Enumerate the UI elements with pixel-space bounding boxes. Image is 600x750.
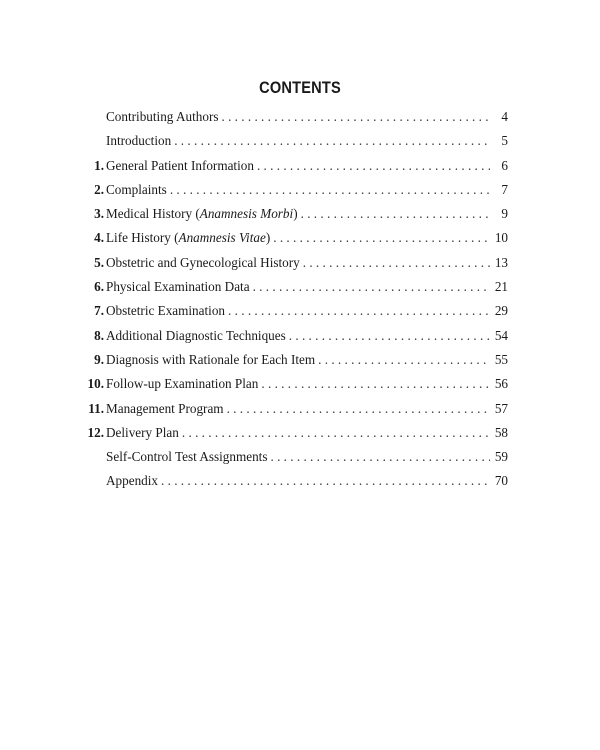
toc-entry[interactable] (80, 398, 508, 422)
entry-number: 4. (94, 230, 104, 246)
entry-title: Follow-up Examination Plan (106, 376, 259, 392)
dot-leader (174, 130, 490, 152)
entry-page: 21 (494, 279, 508, 295)
entry-title: Introduction (106, 133, 172, 149)
entry-page: 29 (494, 303, 508, 319)
entry-title: Obstetric and Gynecological History (106, 254, 300, 270)
entry-title: Medical History (Anamnesis Morbi) (106, 206, 298, 222)
toc-entry[interactable] (80, 276, 508, 300)
entry-page: 6 (501, 157, 508, 173)
entry-title: Diagnosis with Rationale for Each Item (106, 351, 316, 367)
dot-leader (182, 422, 490, 444)
entry-title: Additional Diagnostic Techniques (106, 327, 286, 343)
toc-entry[interactable] (80, 179, 508, 203)
dot-leader (253, 276, 490, 298)
toc-entry[interactable] (80, 373, 508, 397)
toc-entry[interactable] (80, 422, 508, 446)
entry-number: 8. (94, 327, 104, 343)
entry-title: Obstetric Examination (106, 303, 226, 319)
entry-page: 5 (501, 133, 508, 149)
toc-entry[interactable] (80, 106, 508, 130)
dot-leader (161, 470, 490, 492)
dot-leader (301, 203, 490, 225)
toc-entry[interactable] (80, 155, 508, 179)
toc-entry[interactable] (80, 325, 508, 349)
toc-entry[interactable] (80, 470, 508, 494)
dot-leader (227, 398, 490, 420)
entry-page: 58 (494, 424, 508, 440)
entry-number: 1. (94, 157, 104, 173)
entry-number: 2. (94, 181, 104, 197)
table-of-contents (80, 106, 508, 495)
entry-title: Physical Examination Data (106, 279, 250, 295)
dot-leader (303, 252, 490, 274)
entry-page: 7 (501, 181, 508, 197)
entry-title: Self-Control Test Assignments (106, 449, 268, 465)
entry-page: 59 (494, 449, 508, 465)
entry-number: 3. (94, 206, 104, 222)
entry-page: 54 (494, 327, 508, 343)
entry-page: 13 (494, 254, 508, 270)
entry-number: 6. (94, 279, 104, 295)
dot-leader (273, 227, 490, 249)
entry-page: 70 (494, 473, 508, 489)
entry-title: Management Program (106, 400, 224, 416)
entry-page: 4 (501, 109, 508, 124)
entry-title: Delivery Plan (106, 424, 179, 440)
toc-entry[interactable] (80, 446, 508, 470)
entry-page: 10 (494, 230, 508, 246)
toc-entry[interactable] (80, 349, 508, 373)
dot-leader (228, 300, 490, 322)
entry-number: 7. (94, 303, 104, 319)
entry-number: 9. (94, 351, 104, 367)
dot-leader (289, 325, 490, 347)
dot-leader (261, 373, 490, 395)
entry-title: Life History (Anamnesis Vitae) (106, 230, 271, 246)
entry-title: Complaints (106, 181, 167, 197)
dot-leader (270, 446, 490, 468)
entry-page: 9 (501, 206, 508, 222)
entry-page: 57 (494, 400, 508, 416)
entry-title: Contributing Authors (106, 109, 219, 124)
toc-entry[interactable] (80, 203, 508, 227)
dot-leader (257, 155, 490, 177)
toc-entry[interactable] (80, 130, 508, 154)
dot-leader (221, 106, 490, 128)
entry-number: 5. (94, 254, 104, 270)
entry-number: 12. (87, 424, 104, 440)
entry-number: 11. (88, 400, 104, 416)
toc-entry[interactable] (80, 300, 508, 324)
toc-entry[interactable] (80, 227, 508, 251)
dot-leader (170, 179, 490, 201)
dot-leader (318, 349, 490, 371)
entry-title: General Patient Information (106, 157, 254, 173)
page-title: CONTENTS (259, 78, 341, 97)
entry-page: 55 (494, 351, 508, 367)
entry-page: 56 (494, 376, 508, 392)
entry-title: Appendix (106, 473, 159, 489)
entry-number: 10. (87, 376, 104, 392)
toc-entry[interactable] (80, 252, 508, 276)
